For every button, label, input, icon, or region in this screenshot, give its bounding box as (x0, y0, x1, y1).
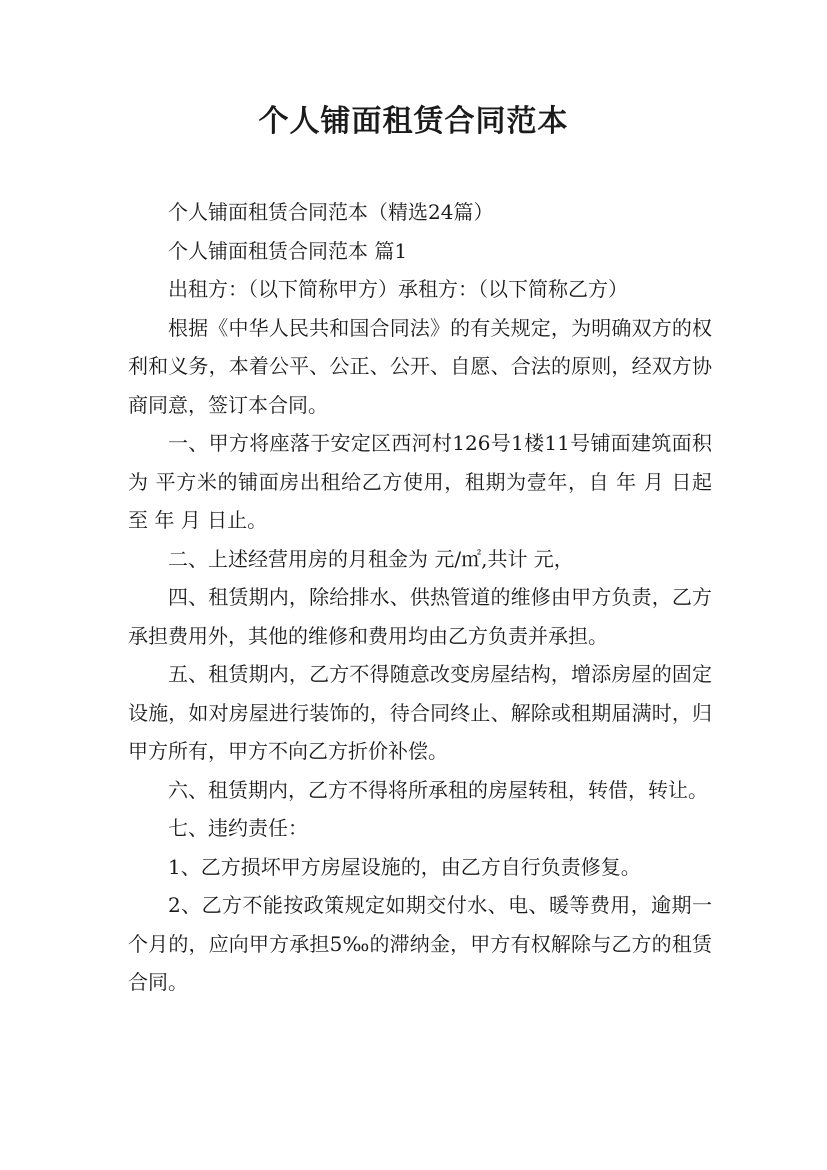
paragraph-clause-1: 一、甲方将座落于安定区西河村126号1楼11号铺面建筑面积为 平方米的铺面房出租给乙方使用，租期为壹年，自 年 月 日起至 年 月 日止。 (128, 431, 712, 532)
paragraph-clause-7-item-2: 2、乙方不能按政策规定如期交付水、电、暖等费用，逾期一个月的，应向甲方承担5‰的滞纳金，甲方有权解除与乙方的租赁合同。 (128, 893, 712, 994)
paragraph-section-heading: 个人铺面租赁合同范本 篇1 (168, 238, 408, 263)
paragraph-clause-2: 二、上述经营用房的月租金为 元/㎡,共计 元， (168, 546, 574, 571)
paragraph-subtitle: 个人铺面租赁合同范本（精选24篇） (168, 200, 494, 224)
paragraph-preamble: 根据《中华人民共和国合同法》的有关规定，为明确双方的权利和义务，本着公平、公正、公开、自愿、合法的原则，经双方协商同意，签订本合同。 (128, 315, 712, 417)
document-title: 个人铺面租赁合同范本 (258, 104, 569, 139)
paragraph-parties: 出租方：（以下简称甲方）承租方：（以下简称乙方） (168, 277, 628, 301)
paragraph-clause-6: 六、租赁期内，乙方不得将所承租的房屋转租，转借，转让。 (168, 777, 708, 802)
paragraph-clause-7-heading: 七、违约责任： (168, 816, 308, 840)
paragraph-clause-7-item-1: 1、乙方损坏甲方房屋设施的，由乙方自行负责修复。 (168, 854, 641, 879)
document-body (128, 193, 712, 1002)
paragraph-clause-5: 五、租赁期内，乙方不得随意改变房屋结构，增添房屋的固定设施，如对房屋进行装饰的，待合同终止、解除或租期届满时，归甲方所有，甲方不向乙方折价补偿。 (128, 662, 712, 763)
paragraph-clause-4: 四、租赁期内，除给排水、供热管道的维修由甲方负责，乙方承担费用外，其他的维修和费用均由乙方负责并承担。 (128, 585, 712, 648)
